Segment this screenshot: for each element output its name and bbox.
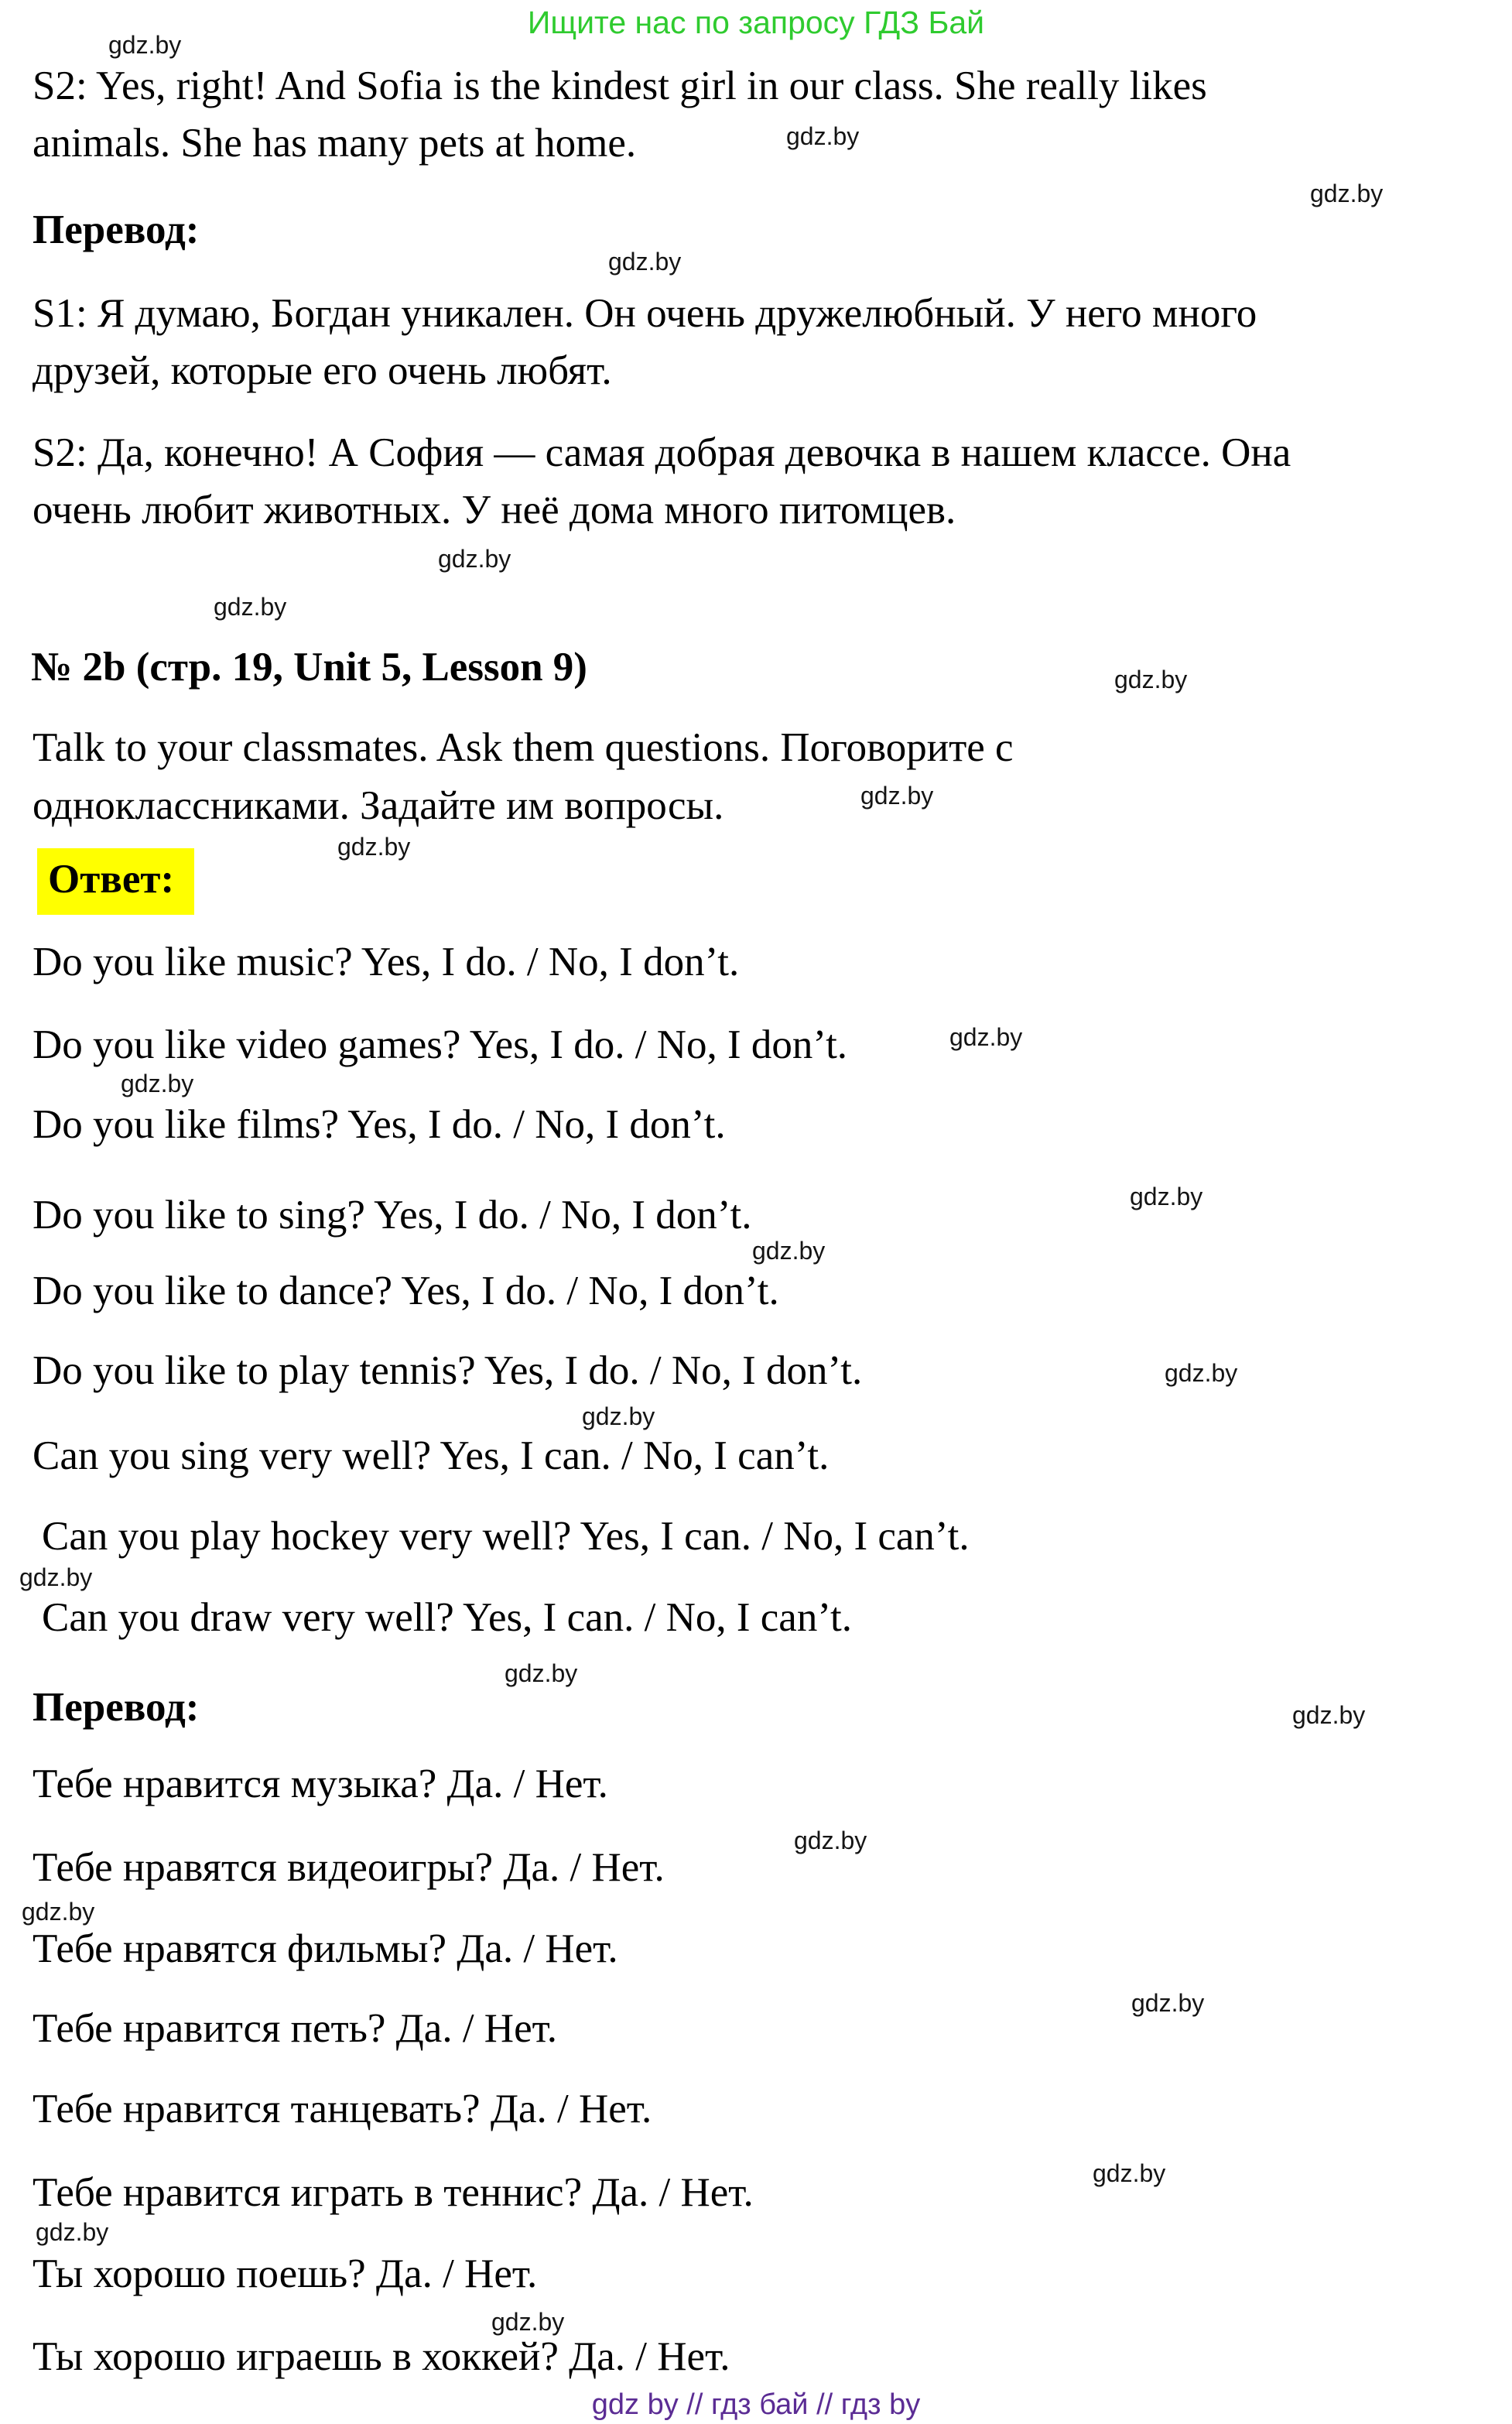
qa-line-en: Do you like video games? Yes, I do. / No, I don’t.	[32, 1022, 848, 1067]
answer-heading: Ответ:	[37, 848, 194, 915]
translation-heading: Перевод:	[32, 207, 200, 252]
qa-line-ru: Тебе нравится играть в теннис? Да. / Нет.	[32, 2170, 754, 2215]
gdz-watermark: gdz.by	[1310, 180, 1384, 207]
qa-line-ru: Тебе нравится петь? Да. / Нет.	[32, 2006, 558, 2051]
gdz-watermark: gdz.by	[1165, 1359, 1238, 1387]
gdz-watermark: gdz.by	[438, 545, 511, 573]
gdz-watermark: gdz.by	[860, 782, 934, 810]
gdz-watermark: gdz.by	[491, 2308, 565, 2336]
gdz-watermark: gdz.by	[214, 593, 287, 621]
qa-line-ru: Тебе нравятся видеоигры? Да. / Нет.	[32, 1845, 665, 1890]
dialog-ru-s1-line: друзей, которые его очень любят.	[32, 348, 612, 393]
dialog-en-s2-line: S2: Yes, right! And Sofia is the kindest girl in our class. She really likes	[32, 63, 1207, 108]
gdz-watermark: gdz.by	[752, 1237, 826, 1265]
gdz-watermark: gdz.by	[505, 1659, 578, 1687]
qa-line-en: Do you like to play tennis? Yes, I do. / No, I don’t.	[32, 1348, 863, 1393]
dialog-ru-s1-line: S1: Я думаю, Богдан уникален. Он очень дружелюбный. У него много	[32, 291, 1257, 336]
gdz-watermark: gdz.by	[22, 1898, 95, 1926]
qa-line-ru: Тебе нравятся фильмы? Да. / Нет.	[32, 1926, 618, 1971]
gdz-watermark: gdz.by	[1114, 666, 1188, 693]
gdz-watermark: gdz.by	[19, 1563, 93, 1591]
task-heading: № 2b (стр. 19, Unit 5, Lesson 9)	[31, 645, 587, 690]
qa-line-ru: Тебе нравится танцевать? Да. / Нет.	[32, 2087, 652, 2131]
dialog-ru-s2-line: S2: Да, конечно! А София — самая добрая девочка в нашем классе. Она	[32, 430, 1291, 475]
qa-line-en: Can you play hockey very well? Yes, I can. / No, I can’t.	[42, 1514, 970, 1559]
task-text-line: одноклассниками. Задайте им вопросы.	[32, 783, 724, 828]
gdz-watermark: gdz.by	[786, 122, 860, 150]
qa-line-en: Can you draw very well? Yes, I can. / No, I can’t.	[42, 1595, 852, 1640]
translation-heading: Перевод:	[32, 1685, 200, 1730]
qa-line-ru: Ты хорошо играешь в хоккей? Да. / Нет.	[32, 2334, 730, 2379]
qa-line-en: Do you like music? Yes, I do. / No, I don’t.	[32, 940, 740, 984]
gdz-watermark: gdz.by	[337, 833, 411, 861]
gdz-watermark: gdz.by	[1131, 1989, 1205, 2017]
qa-line-en: Do you like films? Yes, I do. / No, I don’t.	[32, 1102, 726, 1147]
gdz-watermark: gdz.by	[794, 1827, 867, 1854]
qa-line-ru: Ты хорошо поешь? Да. / Нет.	[32, 2251, 538, 2296]
qa-line-ru: Тебе нравится музыка? Да. / Нет.	[32, 1762, 608, 1806]
qa-line-en: Do you like to dance? Yes, I do. / No, I don’t.	[32, 1268, 779, 1313]
gdz-watermark: gdz.by	[608, 248, 682, 276]
dialog-ru-s2-line: очень любит животных. У неё дома много питомцев.	[32, 488, 956, 532]
gdz-watermark: gdz.by	[949, 1023, 1023, 1051]
dialog-en-s2-line: animals. She has many pets at home.	[32, 121, 637, 166]
gdz-watermark: gdz.by	[582, 1402, 655, 1430]
gdz-watermark: gdz.by	[36, 2218, 109, 2246]
qa-line-en: Do you like to sing? Yes, I do. / No, I don’t.	[32, 1193, 752, 1238]
gdz-watermark: gdz.by	[1093, 2159, 1166, 2187]
promo-header-text: Ищите нас по запросу ГДЗ Бай	[527, 5, 985, 40]
task-text-line: Talk to your classmates. Ask them questions. Поговорите с	[32, 725, 1014, 770]
gdz-watermark: gdz.by	[121, 1070, 194, 1097]
gdz-watermark: gdz.by	[1130, 1183, 1203, 1210]
gdz-watermark: gdz.by	[1292, 1701, 1366, 1729]
gdz-watermark: gdz.by	[108, 31, 182, 59]
qa-line-en: Can you sing very well? Yes, I can. / No, I can’t.	[32, 1433, 830, 1478]
promo-footer-text: gdz by // гдз бай // гдз by	[591, 2388, 921, 2421]
